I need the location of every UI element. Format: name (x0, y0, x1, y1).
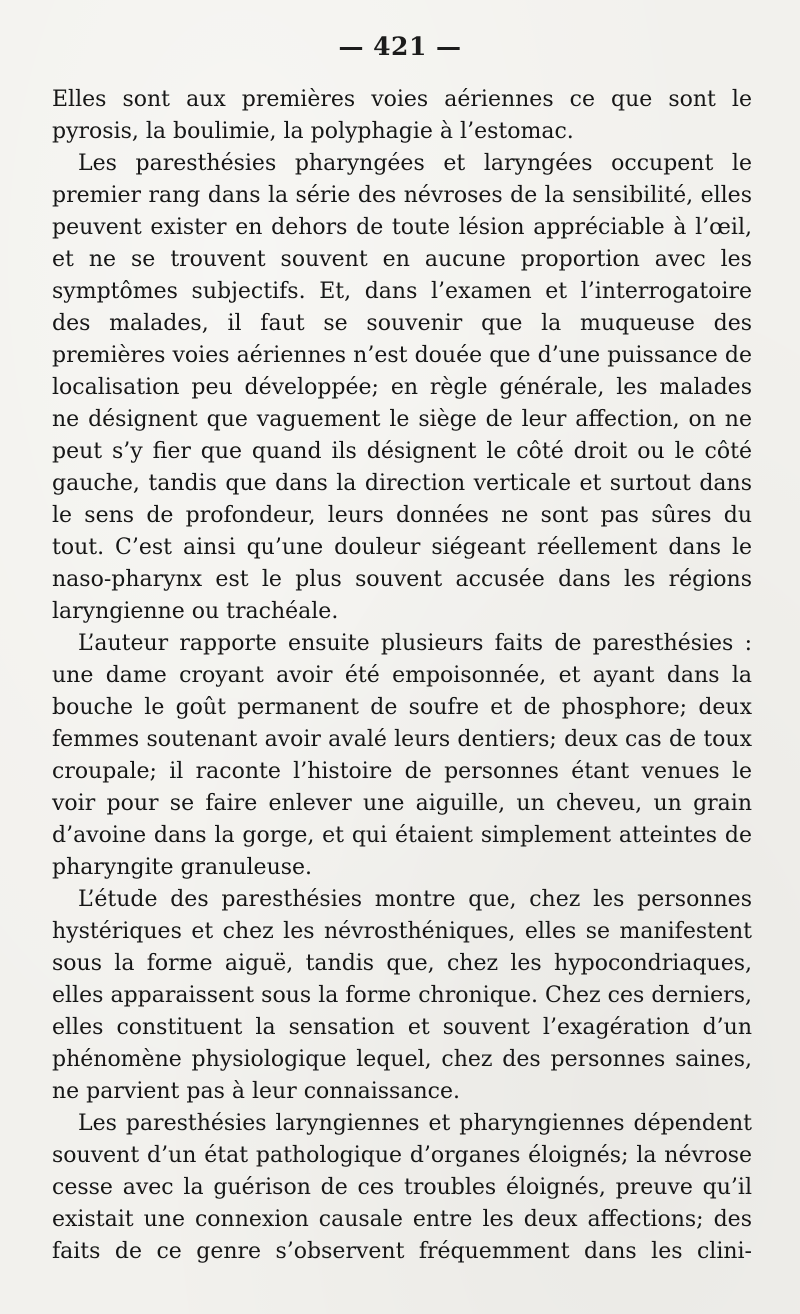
body-text (52, 84, 752, 1268)
paragraph-3: L’auteur rapporte ensuite plusieurs faits de paresthésies : une dame croyant avoir été empoisonnée, et ayant dans la bouche le goût permanent de soufre et de phosphore; deux femmes soutenant avoir avalé leurs dentiers; deux cas de toux croupale; il raconte l’histoire de personnes étant venues le voir pour se faire enlever une aiguille, un cheveu, un grain d’avoine dans la gorge, et qui étaient simplement atteintes de pharyngite granuleuse. (52, 631, 752, 880)
paragraph-4: L’étude des paresthésies montre que, chez les personnes hystériques et chez les névrosthéniques, elles se manifestent sous la forme aiguë, tandis que, chez les hypocondriaques, elles apparaissent sous la forme chronique. Chez ces derniers, elles constituent la sensation et souvent l’exagération d’un phénomène physiologique lequel, chez des personnes saines, ne parvient pas à leur connaissance. (52, 887, 752, 1104)
page-number: — 421 — (338, 32, 462, 61)
paragraph-2: Les paresthésies pharyngées et laryngées occupent le premier rang dans la série des névroses de la sensibilité, elles peuvent exister en dehors de toute lésion appréciable à l’œil, et ne se trouvent souvent en aucune proportion avec les symptômes subjectifs. Et, dans l’examen et l’interrogatoire des malades, il faut se souvenir que la muqueuse des premières voies aériennes n’est douée que d’une puissance de localisation peu développée; en règle générale, les malades ne désignent que vaguement le siège de leur affection, on ne peut s’y fier que quand ils désignent le côté droit ou le côté gauche, tandis que dans la direction verticale et surtout dans le sens de profondeur, leurs données ne sont pas sûres du tout. C’est ainsi qu’une douleur siégeant réellement dans le naso-pharynx est le plus souvent accusée dans les régions laryngienne ou trachéale. (52, 151, 752, 624)
paragraph-1: Elles sont aux premières voies aériennes ce que sont le pyrosis, la boulimie, la polyphagie à l’estomac. (52, 87, 752, 144)
paragraph-5: Les paresthésies laryngiennes et pharyngiennes dépendent souvent d’un état pathologique d’organes éloignés; la névrose cesse avec la guérison de ces troubles éloignés, preuve qu’il existait une connexion causale entre les deux affections; des faits de ce genre s’observent fréquemment dans les clini- (52, 1111, 752, 1264)
